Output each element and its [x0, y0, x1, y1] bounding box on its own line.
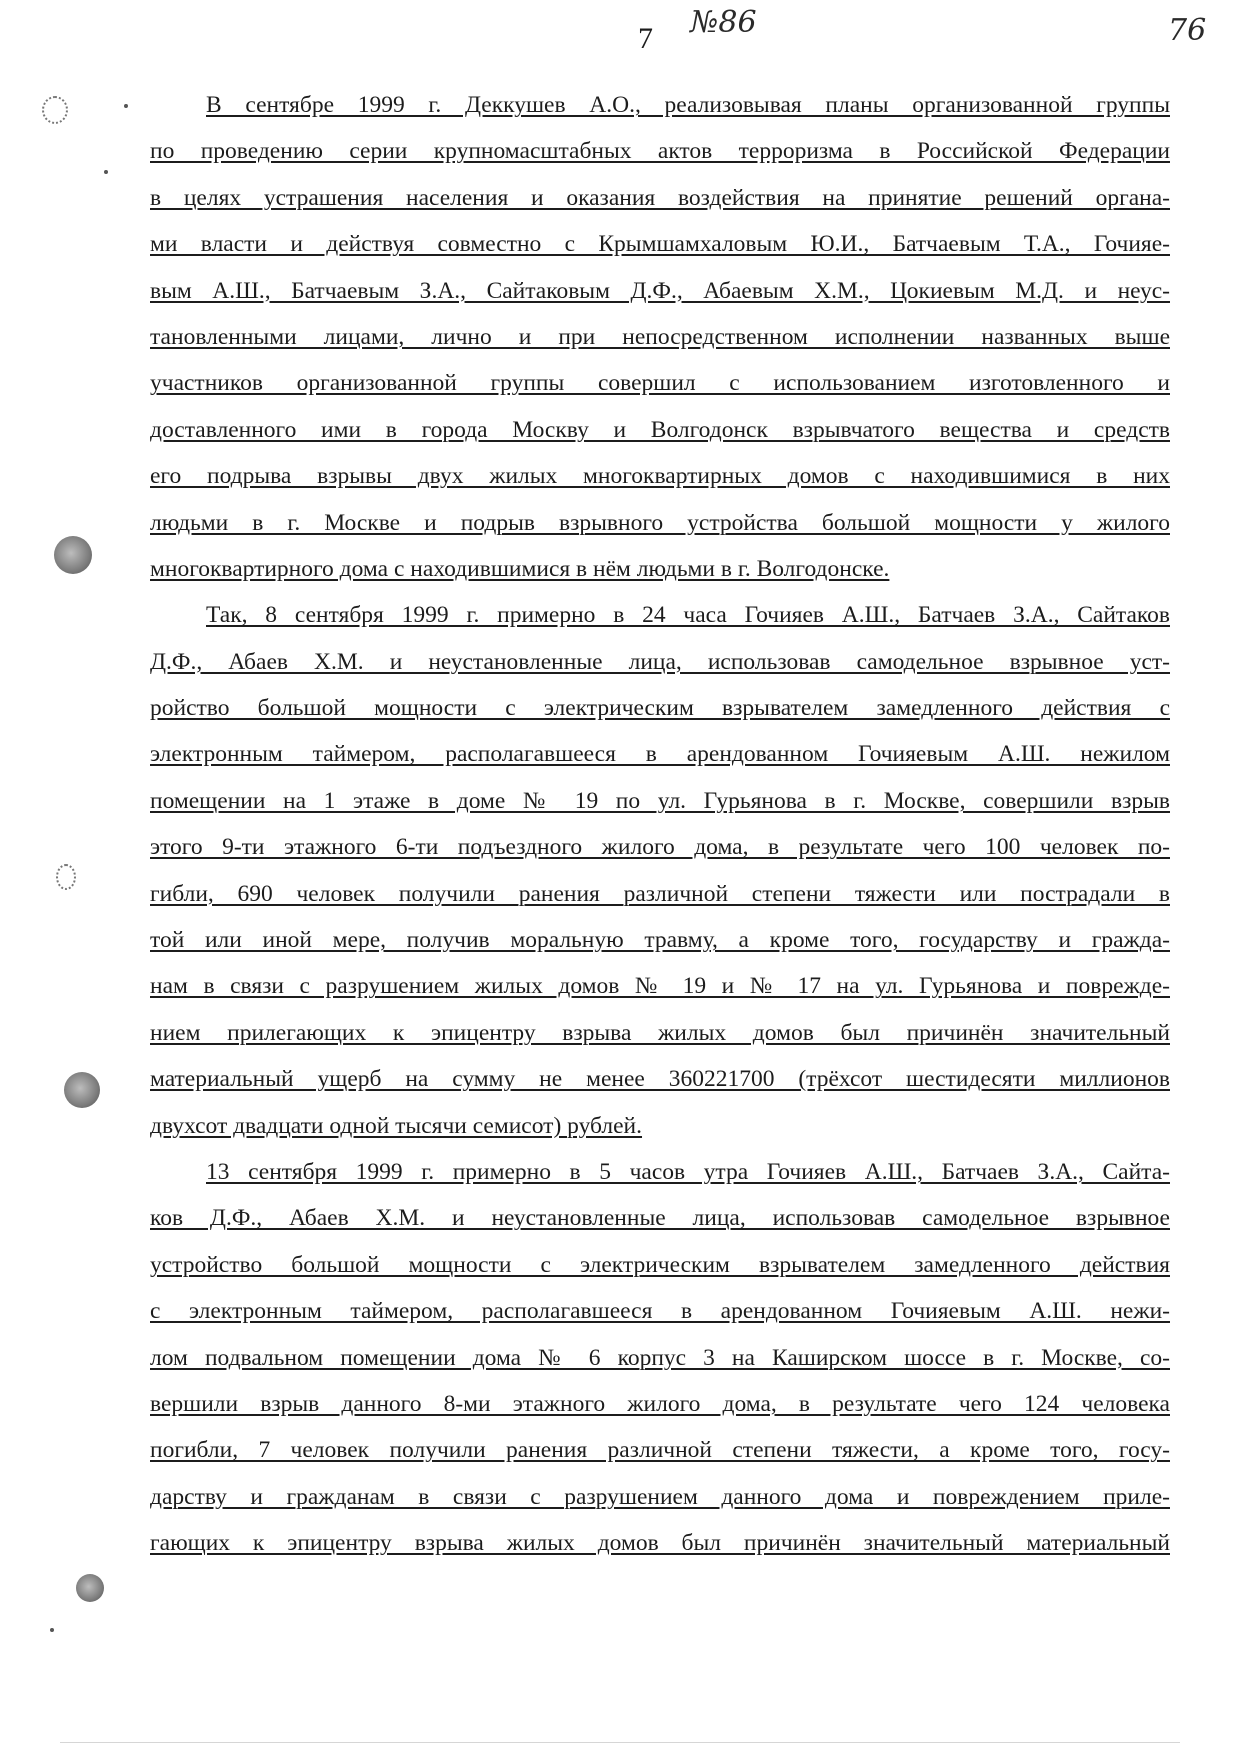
- text-line: вым А.Ш., Батчаевым З.А., Сайтаковым Д.Ф., Абаевым Х.М., Цокиевым М.Д. и неус-: [150, 277, 1170, 304]
- punch-hole-icon: [56, 864, 76, 890]
- text-line: дарству и гражданам в связи с разрушением данного дома и повреждением приле-: [150, 1483, 1170, 1510]
- text-line: устройство большой мощности с электрическим взрывателем замедленного действия: [150, 1251, 1170, 1278]
- text-line: доставленного ими в города Москву и Волгодонск взрывчатого вещества и средств: [150, 416, 1170, 443]
- paragraph: [150, 82, 1170, 592]
- text-line: нам в связи с разрушением жилых домов № 19 и № 17 на ул. Гурьянова и поврежде-: [150, 973, 1170, 1000]
- text-line: этого 9-ти этажного 6-ти подъездного жилого дома, в результате чего 100 человек по-: [150, 834, 1170, 861]
- text-line: Д.Ф., Абаев Х.М. и неустановленные лица, использовав самодельное взрывное уст-: [150, 648, 1170, 675]
- punch-hole-icon: [64, 1072, 100, 1108]
- text-line: ми власти и действуя совместно с Крымшамхаловым Ю.И., Батчаевым Т.А., Гочияе-: [150, 231, 1170, 258]
- document-body: [150, 82, 1170, 1567]
- text-line: двухсот двадцати одной тысячи семисот) рублей.: [150, 1112, 643, 1139]
- text-line: вершили взрыв данного 8-ми этажного жилого дома, в результате чего 124 человека: [150, 1390, 1170, 1417]
- speck-mark: [50, 1628, 54, 1632]
- text-line: той или иной мере, получив моральную травму, а кроме того, государству и гражда-: [150, 927, 1170, 954]
- text-line: помещении на 1 этаже в доме № 19 по ул. Гурьянова в г. Москве, совершили взрыв: [150, 787, 1170, 814]
- text-line: 13 сентября 1999 г. примерно в 5 часов утра Гочияев А.Ш., Батчаев З.А., Сайта-: [206, 1158, 1170, 1185]
- text-line: тановленными лицами, лично и при непосредственном исполнении названных выше: [150, 323, 1170, 350]
- page-number: 7: [638, 22, 653, 55]
- text-line: В сентябре 1999 г. Деккушев А.О., реализовывая планы организованной группы: [206, 92, 1170, 118]
- text-line: лом подвальном помещении дома № 6 корпус 3 на Каширском шоссе в г. Москве, со-: [150, 1344, 1170, 1371]
- speck-mark: [124, 104, 128, 108]
- text-line: гибли, 690 человек получили ранения различной степени тяжести или пострадали в: [150, 880, 1170, 907]
- text-line: в целях устрашения населения и оказания воздействия на принятие решений органа-: [150, 184, 1170, 211]
- text-line: его подрыва взрывы двух жилых многоквартирных домов с находившимися в них: [150, 463, 1170, 490]
- text-line: людьми в г. Москве и подрыв взрывного устройства большой мощности у жилого: [150, 509, 1170, 536]
- text-line: многоквартирного дома с находившимися в нём людьми в г. Волгодонске.: [150, 555, 890, 582]
- punch-hole-icon: [42, 96, 68, 124]
- text-line: Так, 8 сентября 1999 г. примерно в 24 часа Гочияев А.Ш., Батчаев З.А., Сайтаков: [206, 602, 1170, 629]
- text-line: нием прилегающих к эпицентру взрыва жилых домов был причинён значительный: [150, 1019, 1170, 1046]
- speck-mark: [104, 170, 108, 174]
- punch-hole-icon: [54, 536, 92, 574]
- text-line: участников организованной группы совершил с использованием изготовленного и: [150, 370, 1170, 397]
- text-line: электронным таймером, располагавшееся в арендованном Гочияевым А.Ш. нежилом: [150, 741, 1170, 768]
- paragraph: [150, 592, 1170, 1149]
- text-line: материальный ущерб на сумму не менее 360221700 (трёхсот шестидесяти миллионов: [150, 1066, 1170, 1093]
- text-line: ройство большой мощности с электрическим взрывателем замедленного действия с: [150, 695, 1170, 722]
- text-line: ков Д.Ф., Абаев Х.М. и неустановленные лица, использовав самодельное взрывное: [150, 1205, 1170, 1232]
- handwritten-sheet-number: 76: [1168, 13, 1207, 48]
- paragraph: [150, 1149, 1170, 1567]
- text-line: погибли, 7 человек получили ранения различной степени тяжести, а кроме того, госу-: [150, 1437, 1170, 1464]
- bottom-edge-rule: [60, 1742, 1180, 1743]
- handwritten-file-number: №86: [690, 5, 757, 40]
- text-line: по проведению серии крупномасштабных актов терроризма в Российской Федерации: [150, 138, 1170, 165]
- text-line: с электронным таймером, располагавшееся в арендованном Гочияевым А.Ш. нежи-: [150, 1298, 1170, 1325]
- text-line: гающих к эпицентру взрыва жилых домов был причинён значительный материальный: [150, 1530, 1170, 1557]
- punch-hole-icon: [76, 1574, 104, 1602]
